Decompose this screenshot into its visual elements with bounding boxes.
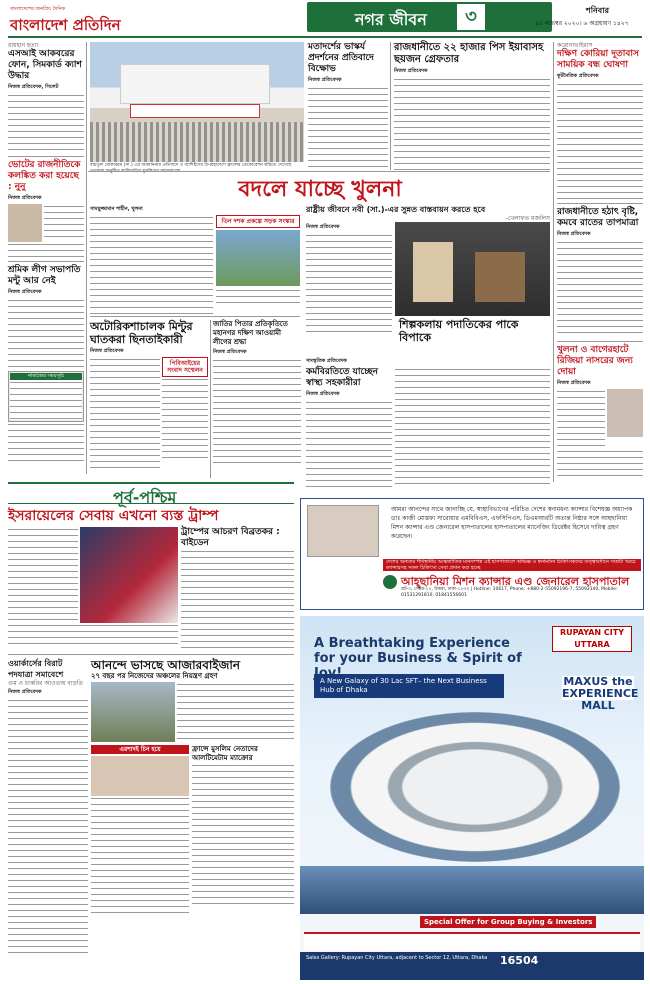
story-body [8, 698, 88, 958]
road-photo [216, 230, 300, 286]
story-byline: নিজস্ব প্রতিবেদক [394, 68, 428, 74]
ad-headline: A Breathtaking Experience for your Business & Spirit of [314, 636, 522, 666]
story-byline: নিজস্ব প্রতিবেদক [8, 689, 42, 695]
section-header-international [8, 482, 294, 507]
column-rule [553, 42, 554, 482]
page-number: ৩ [455, 2, 487, 32]
column-rule [210, 320, 211, 478]
photo-caption: বায়তুল মোকাররম (সা.) এর অবমাননার প্রতিবাদে ও ব্যাশিষ্টদের উপমহাদেশে ফ্রান্সের ডেকোরেশন করিতে দেখেছে [90, 163, 292, 168]
story-headline[interactable]: ট্রাম্পের আচরণ বিব্রতকর : বাইডেন [181, 527, 280, 548]
story-body [557, 240, 643, 338]
story-body [8, 527, 78, 623]
prayer-times-title: নামাজের সময়সূচি [10, 373, 82, 380]
story-headline[interactable]: আনন্দে ভাসছে আজারবাইজান [91, 658, 241, 672]
prayer-times-table [10, 380, 82, 420]
story-headline[interactable]: এসআই আকবরের ফোন, সিমকার্ড ক্যাশ উদ্ধার [8, 49, 82, 81]
story-body [557, 389, 605, 449]
mintu-story [90, 320, 208, 478]
ad-strip: দেশের অন্যতম শীর্ষস্থানীয় আন্তর্জাতিক মানসম্পন্ন এই হাসপাতালে অভিজ্ঞ ও স্বনামধন্য চিকিৎসকদের তত্ত্বাবধানে সাশ্রয়ী খরচে ক্যান্সারসহ সকল চিকিৎসা সেবা প্রদান করা হচ্ছে [383, 559, 641, 571]
story-headline[interactable]: ইসরায়েলের সেবায় এখনো ব্যস্ত ট্রাম্প [8, 508, 219, 524]
divider [90, 316, 300, 317]
story-body [90, 357, 160, 469]
story-byline: নিজস্ব প্রতিবেদক [306, 224, 340, 230]
story-body [213, 358, 301, 466]
story-kicker: করোনাভাইরাস [557, 42, 593, 49]
brand-price-table [304, 932, 640, 950]
story-headline[interactable]: ওয়ার্কার্সের বিরাট পদযাত্রা সমাবেশে [8, 659, 64, 679]
story-body [8, 242, 84, 258]
story-body [308, 86, 388, 170]
story-body [44, 204, 84, 242]
story-byline: নিজস্ব প্রতিবেদক [90, 348, 124, 354]
story-headline[interactable]: শ্রমিক লীগ সভাপতি মন্টু আর নেই [8, 265, 81, 286]
actor-figure [475, 252, 525, 302]
story-body [91, 796, 189, 914]
tribute-story [213, 320, 301, 478]
far-right-column [557, 42, 643, 482]
story-byline: কূটনৈতিক প্রতিবেদক [557, 73, 599, 79]
maxus-logo: MAXUS the EXPERIENCE MALL [562, 675, 639, 712]
portrait-photo [8, 204, 42, 242]
hospital-logo-icon [383, 575, 397, 589]
mosque-building [120, 64, 270, 104]
hospital-advertisement[interactable] [300, 498, 644, 610]
section-bar [307, 2, 552, 32]
story-body [395, 367, 550, 485]
callout-box: পিবিআইয়ের সংবাদ সম্মেলন [162, 357, 208, 377]
ad-subheadline: A New Galaxy of 30 Lac SFT– the Next Business Hub of Dhaka [314, 674, 504, 698]
story-body [306, 400, 392, 488]
mall-rendering [330, 712, 620, 862]
doctor-portrait [307, 505, 379, 557]
mid-right-block [306, 204, 550, 484]
trump-photo [80, 527, 178, 623]
section-title: নগর জীবন [355, 10, 427, 29]
column-rule [390, 42, 391, 170]
story-kicker: রায়হান হত্যা [8, 42, 39, 49]
story-subhead: ২৭ বছর পর নিজেদের অঞ্চলের নিয়ন্ত্রণ গ্রহণ [91, 672, 218, 680]
story-headline[interactable]: খুলনা ও বাগেরহাটে রিজিয়া নাসরের জন্য দোয়া [557, 345, 633, 377]
story-headline[interactable]: রাষ্ট্রীয় জীবনে নবী (সা.)-এর সুন্নত বাস্তবায়ন করতে হবে [306, 205, 486, 214]
story-headline[interactable]: অটোরিকশাচালক মিন্টুর ঘাতকরা ছিনতাইকারী [90, 320, 193, 346]
masthead-rule [8, 36, 642, 38]
people-photo [91, 756, 189, 796]
lead-story [90, 204, 300, 314]
story-body [90, 215, 213, 315]
story-byline: সাংস্কৃতিক প্রতিবেদক [306, 358, 347, 364]
story-body [8, 422, 84, 462]
protest-banner [130, 104, 260, 118]
story-byline: নিজস্ব প্রতিবেদক, সিলেট [8, 84, 59, 90]
story-body [557, 449, 643, 479]
issue-date: ৯১ নভেম্বর ২০২০। ৬ অগ্রহায়ণ ১৪২৭ [535, 20, 629, 27]
story-headline[interactable]: কর্মবিরতিতে যাচ্ছেন স্বাস্থ্য সহকারীরা [306, 367, 378, 388]
story-headline[interactable]: ফ্রান্সে মুসলিম নেতাদের আলটিমেটাম ম্যাক্রোর [192, 745, 258, 762]
story-body [8, 93, 84, 153]
left-column [8, 42, 84, 474]
masthead [0, 0, 650, 40]
logo-text: বাংলাদেশ প্রতিদিন [10, 16, 121, 34]
top-right-column [394, 42, 550, 170]
story-headline[interactable]: মতাদর্শের ভাস্কর্য প্রদর্শনের প্রতিবাদে বিক্ষোভ [308, 42, 374, 74]
story-headline[interactable]: জাতির পিতার প্রতিকৃতিতে মহানগর দক্ষিণ আওয়ামী লীগের শ্রদ্ধা [213, 320, 288, 346]
story-byline: নিজস্ব প্রতিবেদক [8, 195, 42, 201]
story-subhead: -খেলাফত মজলিস [505, 215, 550, 222]
story-subhead: গুম ও চাকরির আওতায় বাড়তি [8, 680, 83, 687]
divider [8, 156, 84, 157]
story-byline: নিজস্ব প্রতিবেদক [557, 231, 591, 237]
story-byline: নিজস্ব প্রতিবেদক [213, 349, 247, 355]
crowd [90, 122, 304, 162]
story-headline[interactable]: ভোটের রাজনীতিকে কলঙ্কিত করা হয়েছে : নুনু [8, 160, 81, 192]
ad-footer: Sales Gallery: Rupayan City Uttara, adjacent to Sector 12, Uttara, Dhaka [300, 952, 644, 980]
ad-announcement: আমরা আনন্দের সাথে জানাচ্ছি যে, স্বাস্থ্যবিভাগের পরিচিত দেশের স্বনামধন্য ক্যান্সার বিশেষজ্ঞ অধ্যাপক ডাঃ কাজী মোস্তফা সারোয়ার এমবিবিএস, এফসিপিএস, ডিএমআরটি অত্যন্ত নিষ্ঠার সঙ্গে আহছানিয়া মিশন ক্যান্সার এণ্ড জেনারেল হাসপাতালের হাসপাতালের ম্যানেজিং ডিরেক্টর হিসেবে দায়িত্ব গ্রহণ করেছেন। [391, 506, 633, 540]
story-headline[interactable]: রাজধানীতে ২২ হাজার পিস ইয়াবাসহ ছয়জন গ্রেফতার [394, 42, 544, 65]
column-rule [86, 42, 87, 474]
divider [8, 261, 84, 262]
mosque-rally-photo [90, 42, 304, 162]
section-title: পূর্ব-পশ্চিম [113, 488, 177, 507]
story-headline[interactable]: রাজধানীতে হঠাৎ বৃষ্টি, কমবে রাতের তাপমাত্রা [557, 207, 639, 228]
callout-box: তিন দশক প্রকল্পে সড়ক সংস্কার [216, 215, 300, 228]
special-offer: Special Offer for Group Buying & Investors [420, 916, 596, 928]
hotline-number[interactable]: 16504 [500, 954, 539, 967]
logo-tagline: বাংলাদেশের জনপ্রিয় দৈনিক [10, 6, 66, 12]
callout-box: এরশাদই চিন হয়ে [91, 745, 189, 754]
story-body [394, 77, 550, 173]
story-body [181, 549, 294, 651]
mall-street-view [300, 866, 644, 914]
story-body [192, 763, 294, 909]
newspaper-logo[interactable] [10, 6, 130, 34]
story-byline: সামছুজ্জামান শাহীন, খুলনা [90, 206, 143, 212]
actor-figure [413, 242, 453, 302]
issue-day: শনিবার [586, 6, 609, 15]
story-body [216, 288, 300, 308]
story-body [8, 298, 84, 368]
divider [557, 341, 643, 342]
portrait-photo [607, 389, 643, 437]
rupayan-logo: RUPAYAN CITY UTTARA [552, 626, 632, 652]
story-byline: নিজস্ব প্রতিবেদক [308, 77, 342, 83]
top-mid-column [308, 42, 388, 170]
hospital-name: আহ্ছানিয়া মিশন ক্যান্সার এণ্ড জেনারেল হাসপাতাল [401, 575, 630, 588]
story-byline: নিজস্ব প্রতিবেদক [8, 289, 42, 295]
story-byline: নিজস্ব প্রতিবেদক [306, 391, 340, 397]
rupayan-advertisement[interactable] [300, 616, 644, 980]
story-body [306, 233, 392, 333]
hospital-address: প্লট-৩, সেক্টর-১০, উত্তরা, ঢাকা-১২৩০ | Hotline: 10617, Phone: +880-2-55092196-7, 55092140, Mobile: 01531291810, 01841556601 [401, 587, 618, 598]
theatre-photo [395, 222, 550, 356]
story-byline: নিজস্ব প্রতিবেদক [557, 380, 591, 386]
story-body [177, 682, 294, 742]
story-headline[interactable]: দক্ষিণ কোরিয়া দূতাবাস সাময়িক বন্ধ ঘোষণা [557, 49, 639, 70]
story-body [8, 623, 178, 649]
story-body [557, 82, 643, 200]
story-body [162, 377, 208, 463]
lead-headline[interactable]: বদলে যাচ্ছে খুলনা [238, 177, 402, 202]
azerbaijan-photo [91, 682, 175, 742]
photo-headline[interactable]: শিল্পকলায় পদাতিকের পাকে বিপাকে [399, 318, 519, 344]
international-section [8, 508, 294, 978]
divider [557, 203, 643, 204]
